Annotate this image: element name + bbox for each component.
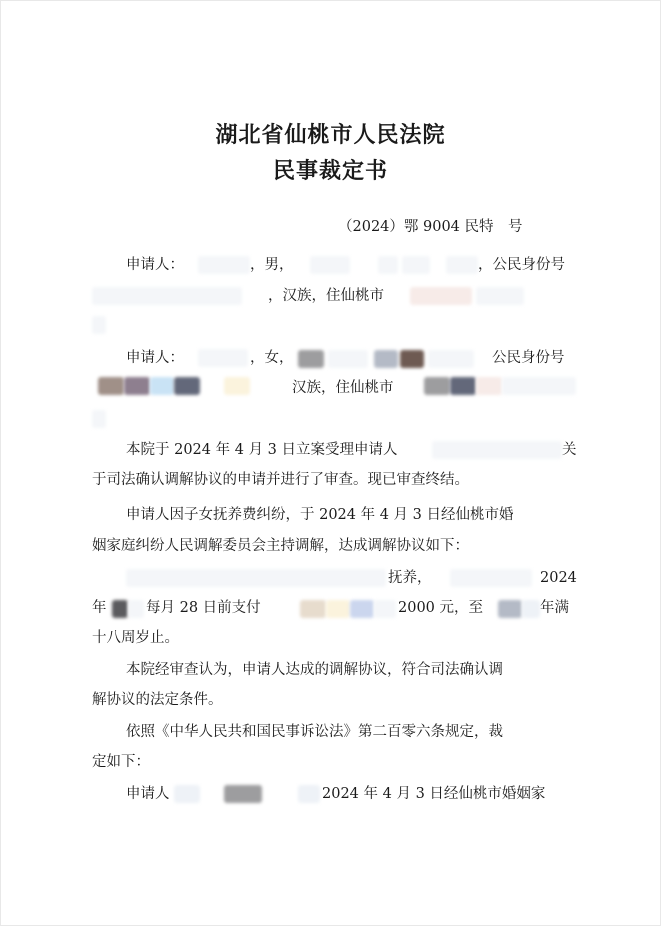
para4-line2: 解协议的法定条件。 <box>92 692 223 708</box>
redacted-address <box>450 377 476 395</box>
redacted-id-number <box>150 377 174 395</box>
applicant1-line2: ，汉族，住仙桃市 <box>268 288 384 304</box>
redacted-birthdate <box>428 350 474 368</box>
para5-line2: 定如下： <box>92 754 150 770</box>
redacted-birthdate <box>310 256 350 274</box>
redacted-name <box>198 349 248 367</box>
redacted-names <box>298 785 320 803</box>
para6-line1: 申请人 <box>126 786 170 802</box>
redacted-address <box>476 377 502 395</box>
applicant1-prefix: 申请人： <box>126 257 184 273</box>
applicant1-id-label: ，公民身份号 <box>478 257 565 273</box>
redacted-address <box>424 377 450 395</box>
redacted-name <box>198 256 250 274</box>
para3-year: 2024 <box>540 570 577 586</box>
redacted-birthdate <box>378 256 398 274</box>
redacted-birthdate <box>402 256 430 274</box>
redacted-month <box>128 600 144 618</box>
redacted-names <box>224 785 262 803</box>
redacted-date <box>522 600 540 618</box>
para3-year-label: 年 <box>92 600 107 616</box>
redacted-id-number <box>124 377 150 395</box>
redacted-id-number <box>174 377 200 395</box>
redacted-birthdate <box>400 350 424 368</box>
redacted-id-number <box>92 287 242 305</box>
case-number: （2024）鄂 9004 民特 号 <box>338 219 523 235</box>
applicant1-gender: ，男， <box>250 257 294 273</box>
para3-payment: 每月 28 日前支付 <box>146 600 261 616</box>
redacted-address <box>92 316 106 334</box>
redacted-month <box>112 600 128 618</box>
redacted-payee <box>326 600 350 618</box>
redacted-payee <box>374 600 396 618</box>
para2-line1: 申请人因子女抚养费纠纷，于 2024 年 4 月 3 日经仙桃市婚 <box>126 507 514 523</box>
para3-line1: 抚养， <box>388 570 432 586</box>
redacted-payee <box>350 600 374 618</box>
redacted-birthdate <box>374 350 398 368</box>
applicant2-gender: ，女， <box>250 350 294 366</box>
applicant2-line2: 汉族，住仙桃市 <box>292 380 394 396</box>
applicant2-prefix: 申请人： <box>126 350 184 366</box>
redacted-agreement <box>126 569 386 587</box>
redacted-id-number <box>224 377 250 395</box>
redacted-address <box>410 287 472 305</box>
redacted-birthdate <box>328 350 368 368</box>
para1-line1: 本院于 2024 年 4 月 3 日立案受理申请人 <box>126 442 398 458</box>
para2-line2: 姻家庭纠纷人民调解委员会主持调解，达成调解协议如下： <box>92 538 469 554</box>
applicant2-id-label: 公民身份号 <box>492 350 565 366</box>
para6-line1-rest: 2024 年 4 月 3 日经仙桃市婚姻家 <box>322 786 546 802</box>
document-type-heading: 民事裁定书 <box>272 159 388 184</box>
redacted-id-number <box>98 377 124 395</box>
redacted-names <box>174 785 200 803</box>
para1-line1-end: 关 <box>562 442 577 458</box>
para3-line3: 十八周岁止。 <box>92 630 179 646</box>
court-name-heading: 湖北省仙桃市人民法院 <box>215 123 446 148</box>
redacted-birthdate <box>298 350 324 368</box>
redacted-date <box>498 600 522 618</box>
para5-line1: 依照《中华人民共和国民事诉讼法》第二百零六条规定，裁 <box>126 724 503 740</box>
redacted-names <box>432 441 562 459</box>
redacted-agreement <box>450 569 532 587</box>
redacted-address <box>502 377 576 395</box>
redacted-address <box>476 287 524 305</box>
para3-until: 年满 <box>540 600 569 616</box>
para4-line1: 本院经审查认为，申请人达成的调解协议，符合司法确认调 <box>126 662 503 678</box>
redacted-payee <box>300 600 326 618</box>
redacted-birthdate <box>446 256 478 274</box>
redacted-address <box>92 410 106 428</box>
para3-amount: 2000 元，至 <box>398 600 484 616</box>
para1-line2: 于司法确认调解协议的申请并进行了审查。现已审查终结。 <box>92 472 469 488</box>
